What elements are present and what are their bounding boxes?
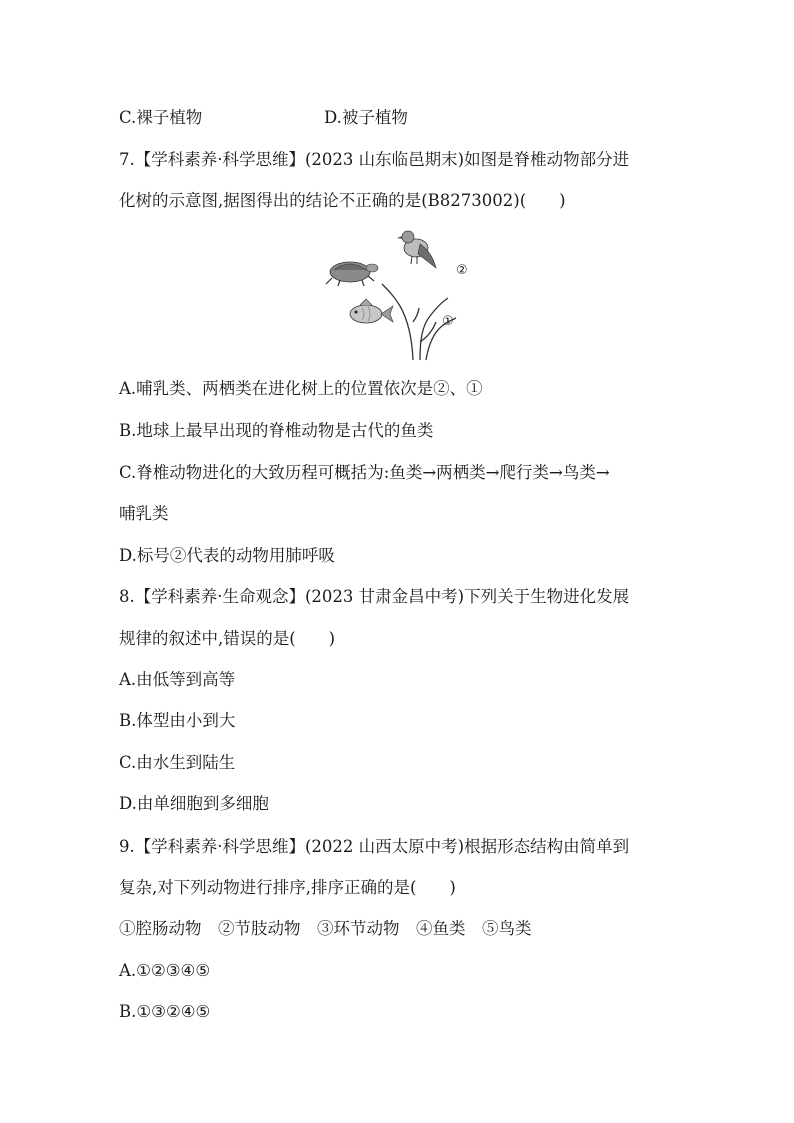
q6-option-c: C.裸子植物 xyxy=(119,108,203,127)
evolution-tree-figure xyxy=(318,222,478,364)
q8-option-a: A.由低等到高等 xyxy=(119,670,236,689)
q8-stem-line2: 规律的叙述中,错误的是( ) xyxy=(119,629,336,648)
q9-items: ①腔肠动物 ②节肢动物 ③环节动物 ④鱼类 ⑤鸟类 xyxy=(119,919,532,938)
tree-label-2: ② xyxy=(456,263,468,278)
q8-option-b: B.体型由小到大 xyxy=(119,711,236,730)
q6-options xyxy=(119,107,408,129)
q7-stem-line2: 化树的示意图,据图得出的结论不正确的是(B8273002)( ) xyxy=(119,191,566,210)
turtle-icon xyxy=(326,262,378,286)
q8-option-c: C.由水生到陆生 xyxy=(119,753,236,772)
q7-option-a: A.哺乳类、两栖类在进化树上的位置依次是②、① xyxy=(119,379,483,398)
tree-label-1: ① xyxy=(442,314,454,329)
q7-option-c-line1: C.脊椎动物进化的大致历程可概括为:鱼类→两栖类→爬行类→鸟类→ xyxy=(119,463,610,482)
q8-stem-line1: 8.【学科素养·生命观念】(2023 甘肃金昌中考)下列关于生物进化发展 xyxy=(119,587,630,606)
q9-option-a: A.①②③④⑤ xyxy=(119,961,211,980)
q7-option-d: D.标号②代表的动物用肺呼吸 xyxy=(119,546,335,565)
q9-stem-line2: 复杂,对下列动物进行排序,排序正确的是( ) xyxy=(119,878,456,897)
q7-stem-line1: 7.【学科素养·科学思维】(2023 山东临邑期末)如图是脊椎动物部分进 xyxy=(119,150,630,169)
q9-stem-line1: 9.【学科素养·科学思维】(2022 山西太原中考)根据形态结构由简单到 xyxy=(119,837,630,856)
q6-option-d: D.被子植物 xyxy=(324,108,408,127)
q9-option-b: B.①③②④⑤ xyxy=(119,1002,211,1021)
q7-option-b: B.地球上最早出现的脊椎动物是古代的鱼类 xyxy=(119,421,434,440)
evolution-tree-svg xyxy=(318,222,478,364)
fish-icon xyxy=(350,299,393,323)
q7-option-c-line2: 哺乳类 xyxy=(119,504,169,523)
q8-option-d: D.由单细胞到多细胞 xyxy=(119,794,269,813)
bird-icon xyxy=(397,231,436,268)
